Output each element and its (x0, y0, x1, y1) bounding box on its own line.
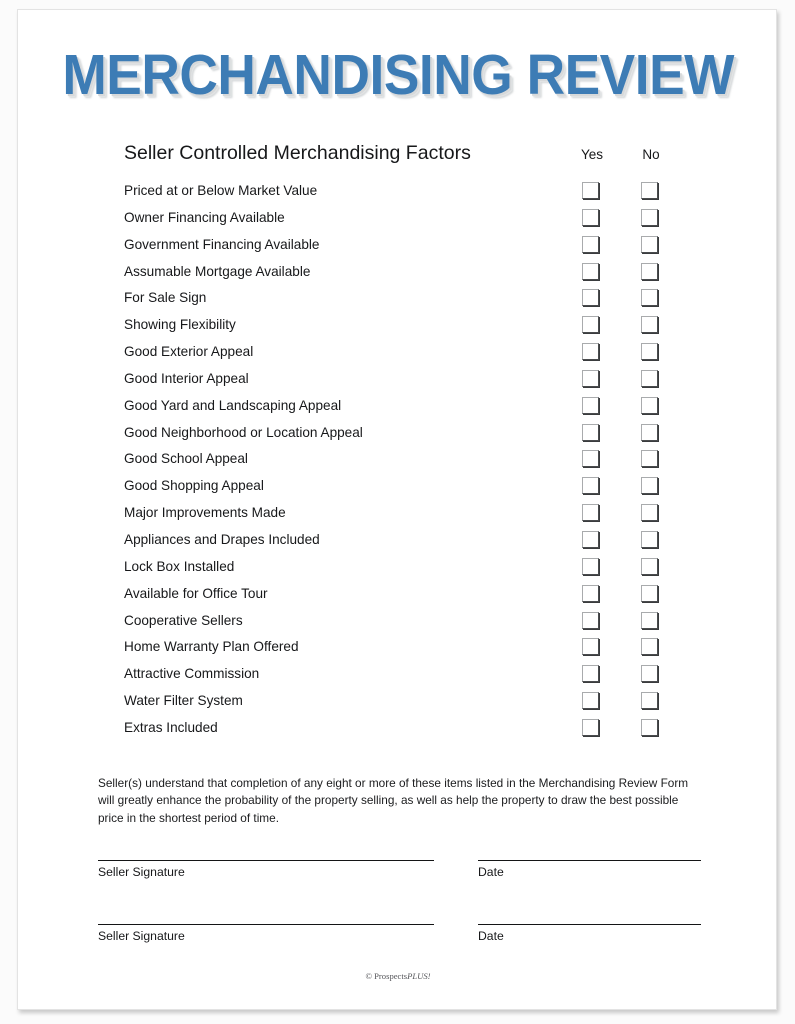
checkbox-cell-no[interactable] (630, 718, 672, 738)
checkbox-no[interactable] (641, 397, 658, 414)
factor-label: Water Filter System (124, 693, 243, 709)
checkbox-cell-no[interactable] (630, 611, 672, 631)
checkbox-yes[interactable] (582, 504, 599, 521)
checkbox-cell-yes[interactable] (571, 181, 613, 201)
factor-label: For Sale Sign (124, 290, 207, 306)
checkbox-cell-yes[interactable] (571, 664, 613, 684)
factor-row (18, 206, 778, 233)
checkbox-cell-no[interactable] (630, 503, 672, 523)
checkbox-no[interactable] (641, 665, 658, 682)
checkbox-no[interactable] (641, 263, 658, 280)
checkbox-cell-no[interactable] (630, 476, 672, 496)
checkbox-cell-no[interactable] (630, 530, 672, 550)
factor-row (18, 609, 778, 636)
document-page (17, 9, 777, 1010)
factor-row (18, 367, 778, 394)
date-label: Date (478, 929, 504, 943)
checkbox-no[interactable] (641, 692, 658, 709)
checkbox-no[interactable] (641, 424, 658, 441)
checkbox-cell-yes[interactable] (571, 476, 613, 496)
date-field[interactable] (478, 860, 701, 881)
factor-label: Good Interior Appeal (124, 370, 249, 386)
checkbox-no[interactable] (641, 209, 658, 226)
checkbox-cell-yes[interactable] (571, 396, 613, 416)
factor-row (18, 716, 778, 743)
factor-row (18, 286, 778, 313)
factor-label: Cooperative Sellers (124, 612, 243, 628)
checkbox-cell-yes[interactable] (571, 449, 613, 469)
factor-label: Assumable Mortgage Available (124, 263, 311, 279)
checkbox-no[interactable] (641, 450, 658, 467)
column-header-no: No (642, 147, 660, 162)
checkbox-cell-yes[interactable] (571, 342, 613, 362)
factor-row (18, 662, 778, 689)
checkbox-yes[interactable] (582, 665, 599, 682)
checkbox-yes[interactable] (582, 450, 599, 467)
checkbox-yes[interactable] (582, 531, 599, 548)
checkbox-no[interactable] (641, 343, 658, 360)
factor-label: Owner Financing Available (124, 209, 285, 225)
checkbox-no[interactable] (641, 612, 658, 629)
factor-row (18, 260, 778, 287)
checkbox-no[interactable] (641, 182, 658, 199)
factor-row (18, 474, 778, 501)
title-banner (18, 43, 778, 107)
checkbox-no[interactable] (641, 289, 658, 306)
checkbox-yes[interactable] (582, 289, 599, 306)
column-header-yes: Yes (580, 147, 604, 162)
checkbox-cell-no[interactable] (630, 637, 672, 657)
date-rule (478, 924, 701, 925)
factor-label: Showing Flexibility (124, 317, 236, 333)
checkbox-yes[interactable] (582, 719, 599, 736)
factor-label: Major Improvements Made (124, 505, 286, 521)
factor-label: Good Shopping Appeal (124, 478, 264, 494)
factor-label: Appliances and Drapes Included (124, 531, 320, 547)
checkbox-no[interactable] (641, 477, 658, 494)
checkbox-cell-no[interactable] (630, 208, 672, 228)
checkbox-no[interactable] (641, 558, 658, 575)
seller-signature-label: Seller Signature (98, 929, 185, 943)
checkbox-yes[interactable] (582, 182, 599, 199)
factor-row (18, 447, 778, 474)
checkbox-cell-no[interactable] (630, 557, 672, 577)
factor-label: Good Neighborhood or Location Appeal (124, 424, 363, 440)
factor-row (18, 528, 778, 555)
factor-row (18, 689, 778, 716)
checkbox-cell-yes[interactable] (571, 611, 613, 631)
date-field[interactable] (478, 924, 701, 945)
checkbox-cell-no[interactable] (630, 288, 672, 308)
factor-row (18, 421, 778, 448)
factor-row (18, 501, 778, 528)
factor-label: Lock Box Installed (124, 558, 235, 574)
checkbox-no[interactable] (641, 719, 658, 736)
checkbox-no[interactable] (641, 316, 658, 333)
checkbox-cell-no[interactable] (630, 423, 672, 443)
checkbox-cell-no[interactable] (630, 691, 672, 711)
checkbox-cell-no[interactable] (630, 369, 672, 389)
checkbox-cell-yes[interactable] (571, 315, 613, 335)
checkbox-yes[interactable] (582, 558, 599, 575)
checkbox-cell-no[interactable] (630, 262, 672, 282)
factor-label: Good School Appeal (124, 451, 248, 467)
signature-rule (98, 924, 434, 925)
factor-row (18, 313, 778, 340)
seller-signature-field[interactable] (98, 860, 434, 881)
checkbox-yes[interactable] (582, 692, 599, 709)
page-title: MERCHANDISING REVIEW (62, 43, 734, 107)
table-header-row (18, 140, 778, 170)
checkbox-cell-no[interactable] (630, 396, 672, 416)
checkbox-yes[interactable] (582, 424, 599, 441)
seller-signature-label: Seller Signature (98, 865, 185, 879)
checkbox-cell-no[interactable] (630, 584, 672, 604)
checkbox-cell-no[interactable] (630, 342, 672, 362)
checkbox-yes[interactable] (582, 343, 599, 360)
checkbox-cell-yes[interactable] (571, 235, 613, 255)
checkbox-yes[interactable] (582, 477, 599, 494)
checkbox-cell-no[interactable] (630, 664, 672, 684)
checkbox-yes[interactable] (582, 263, 599, 280)
checkbox-yes[interactable] (582, 397, 599, 414)
checkbox-cell-no[interactable] (630, 315, 672, 335)
checkbox-cell-yes[interactable] (571, 530, 613, 550)
checkbox-cell-no[interactable] (630, 181, 672, 201)
factor-row (18, 555, 778, 582)
checkbox-cell-yes[interactable] (571, 584, 613, 604)
section-title: Seller Controlled Merchandising Factors (124, 142, 471, 164)
factor-label: Extras Included (124, 719, 218, 735)
checkbox-yes[interactable] (582, 612, 599, 629)
factor-row (18, 635, 778, 662)
factor-rows (18, 179, 778, 743)
checkbox-cell-yes[interactable] (571, 691, 613, 711)
checkbox-yes[interactable] (582, 585, 599, 602)
factor-label: Good Yard and Landscaping Appeal (124, 397, 342, 413)
brand-name-prefix: Prospects (374, 971, 408, 981)
checkbox-yes[interactable] (582, 370, 599, 387)
signature-rule (98, 860, 434, 861)
checkbox-no[interactable] (641, 638, 658, 655)
checkbox-no[interactable] (641, 531, 658, 548)
copyright-symbol: © (365, 971, 372, 981)
checkbox-no[interactable] (641, 236, 658, 253)
footer-copyright (18, 970, 778, 982)
checkbox-yes[interactable] (582, 638, 599, 655)
checkbox-cell-yes[interactable] (571, 262, 613, 282)
factor-label: Attractive Commission (124, 666, 260, 682)
checkbox-yes[interactable] (582, 209, 599, 226)
factor-label: Home Warranty Plan Offered (124, 639, 299, 655)
checkbox-cell-no[interactable] (630, 235, 672, 255)
factor-row (18, 340, 778, 367)
date-rule (478, 860, 701, 861)
checkbox-cell-yes[interactable] (571, 557, 613, 577)
checkbox-cell-yes[interactable] (571, 288, 613, 308)
seller-signature-field[interactable] (98, 924, 434, 945)
factor-label: Priced at or Below Market Value (124, 183, 318, 198)
checkbox-cell-no[interactable] (630, 449, 672, 469)
checkbox-no[interactable] (641, 504, 658, 521)
factor-label: Good Exterior Appeal (124, 344, 254, 360)
checkbox-yes[interactable] (582, 236, 599, 253)
checkbox-cell-yes[interactable] (571, 718, 613, 738)
checkbox-cell-yes[interactable] (571, 208, 613, 228)
factor-label: Government Financing Available (124, 236, 320, 252)
brand-name-suffix: PLUS! (407, 971, 431, 981)
factor-row (18, 394, 778, 421)
factor-row (18, 233, 778, 260)
checkbox-cell-yes[interactable] (571, 503, 613, 523)
checkbox-cell-yes[interactable] (571, 637, 613, 657)
date-label: Date (478, 865, 504, 879)
disclaimer-text: Seller(s) understand that completion of any eight or more of these items listed in the Merchandising Review Form will greatly enhance the probability of the property selling, as well as help the property to draw the best possible price in the shortest period of time. (98, 775, 689, 825)
factor-row (18, 179, 778, 206)
factor-row (18, 582, 778, 609)
checkbox-cell-yes[interactable] (571, 423, 613, 443)
checkbox-yes[interactable] (582, 316, 599, 333)
checkbox-no[interactable] (641, 585, 658, 602)
checkbox-cell-yes[interactable] (571, 369, 613, 389)
checkbox-no[interactable] (641, 370, 658, 387)
factor-label: Available for Office Tour (124, 585, 268, 601)
